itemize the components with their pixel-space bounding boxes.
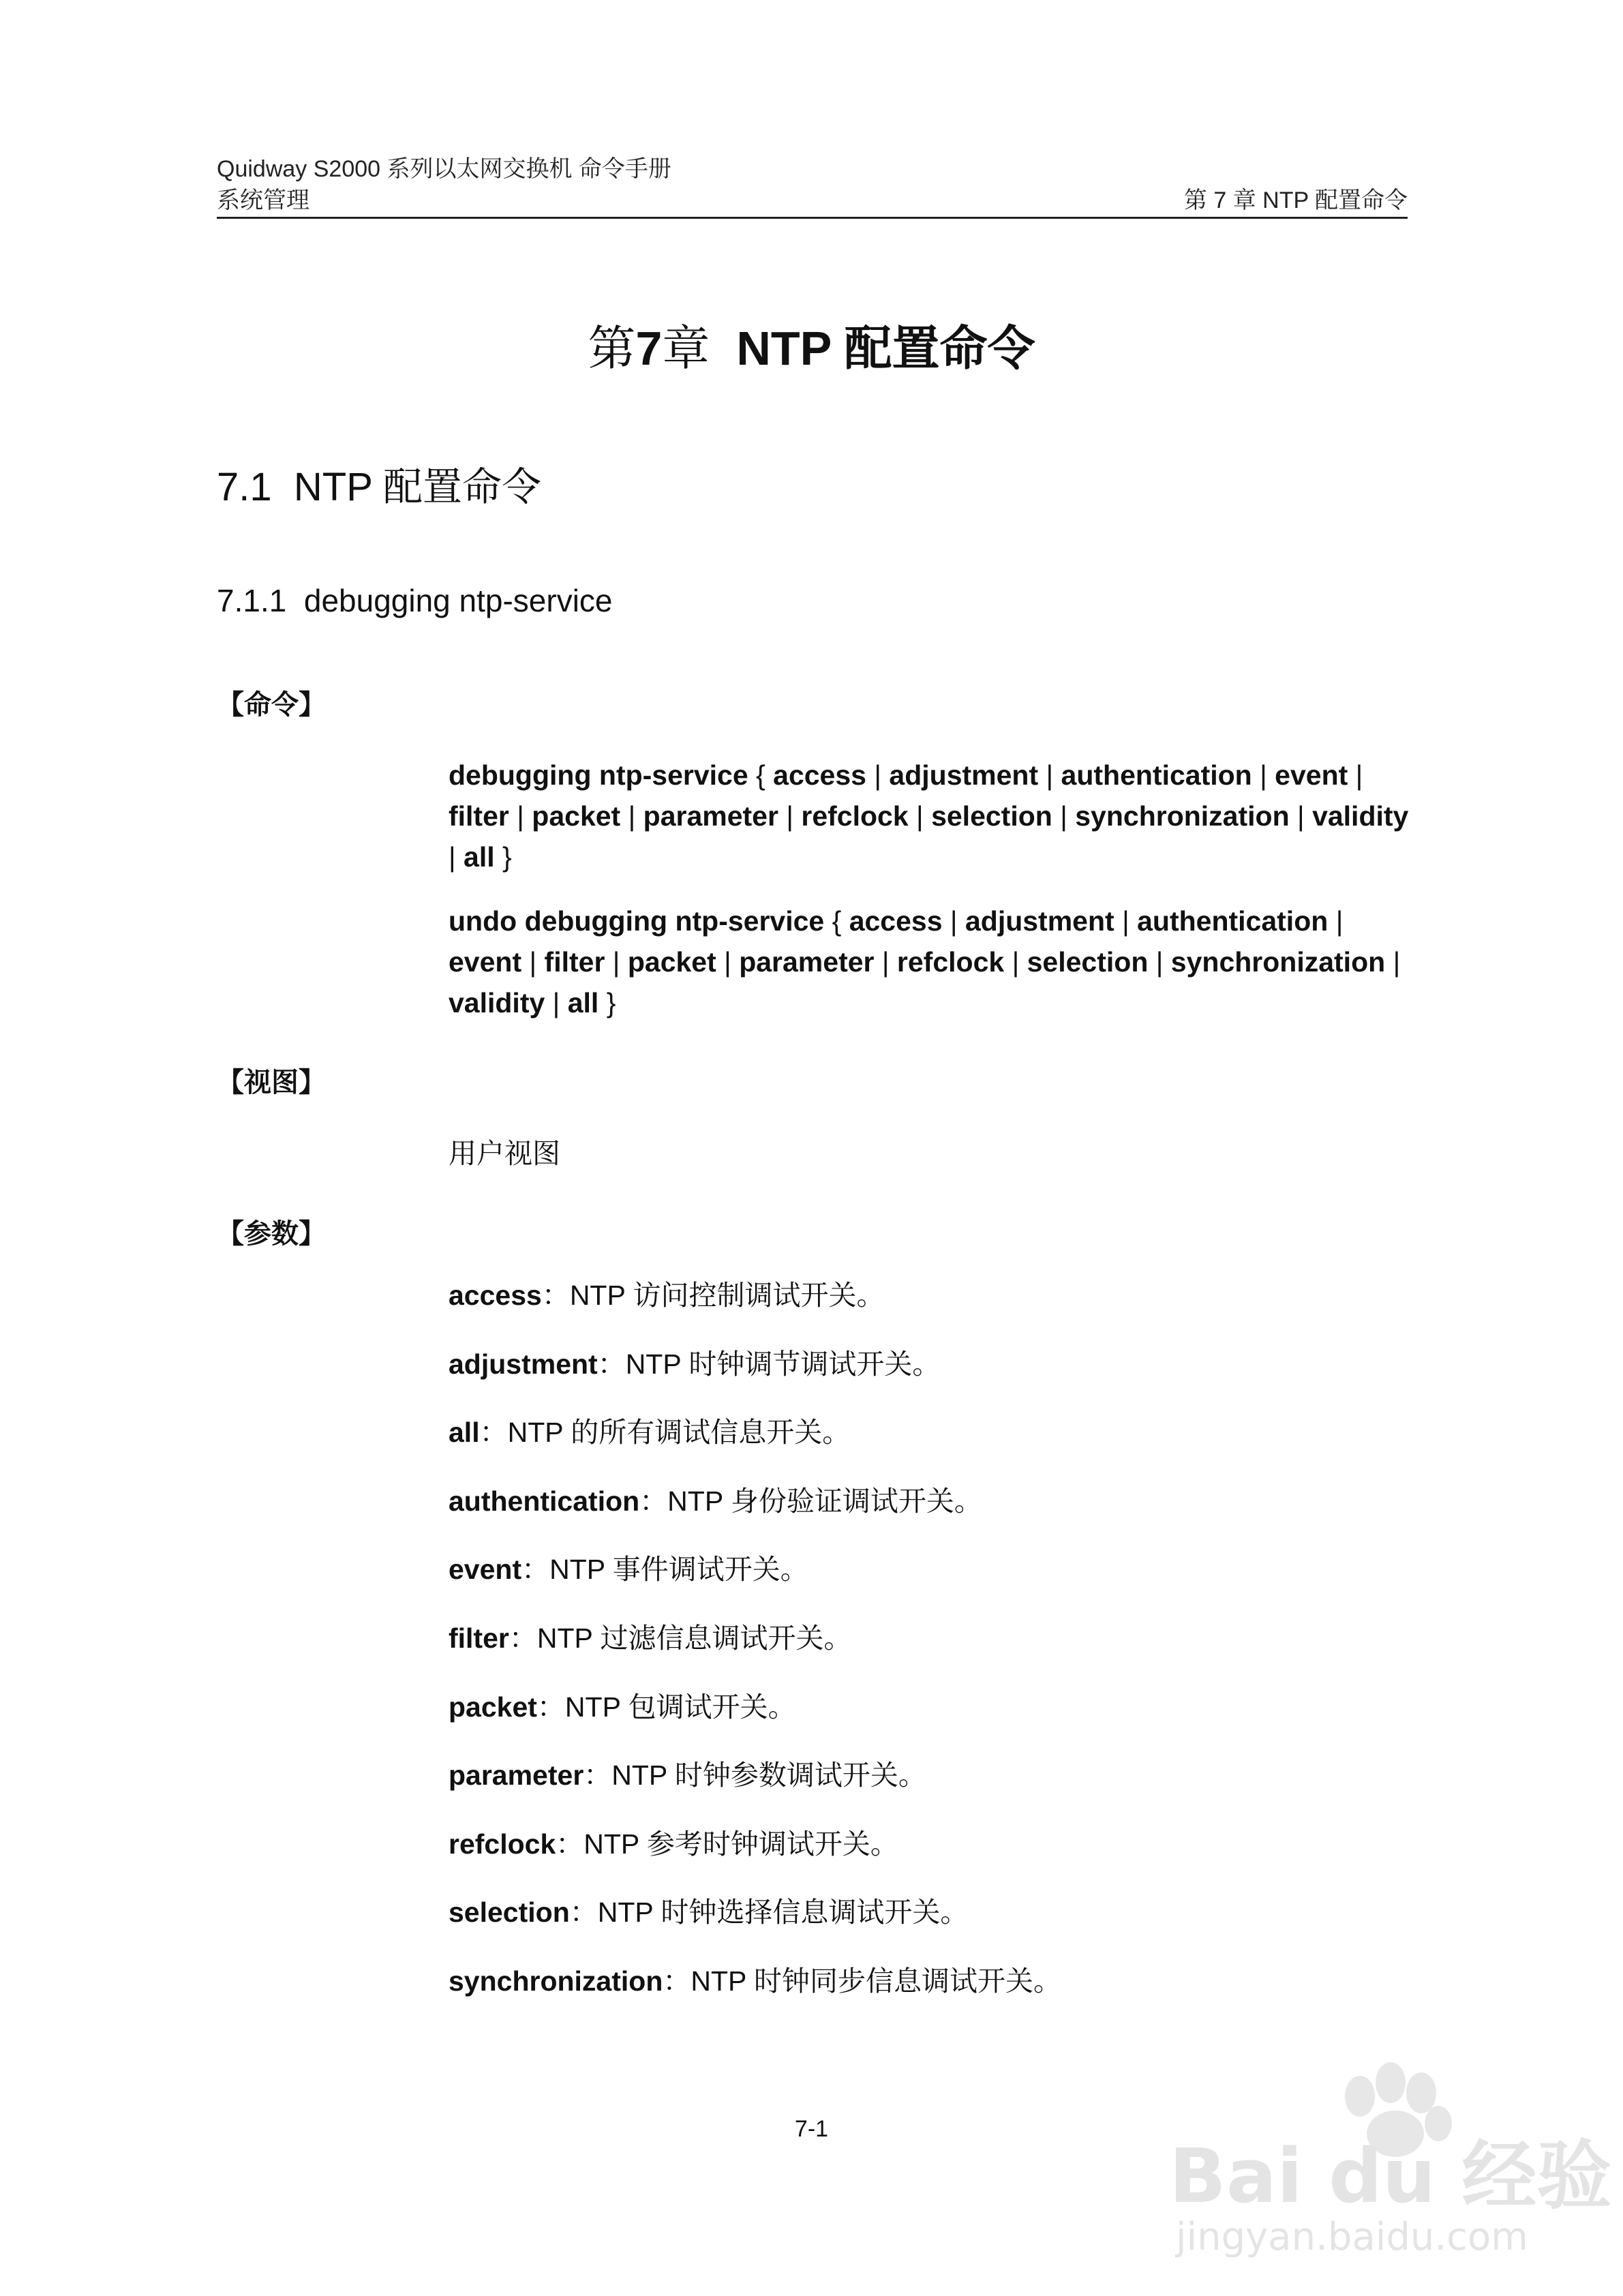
command-punct: | (605, 946, 628, 978)
command-keyword: refclock (896, 946, 1005, 978)
command-keyword: refclock (801, 800, 909, 832)
command-keyword: authentication (1061, 759, 1252, 791)
param-desc: ：NTP 参考时钟调试开关。 (556, 1828, 898, 1860)
command-keyword: selection (931, 800, 1052, 832)
command-keyword: access (849, 905, 943, 937)
param-name: synchronization (449, 1965, 663, 1997)
chapter-number: 7 (635, 322, 663, 375)
header-doc-title: Quidway S2000 系列以太网交换机 命令手册 (217, 156, 671, 182)
param-name: filter (449, 1622, 509, 1654)
param-item (449, 1895, 1061, 1964)
param-item (449, 1827, 1061, 1896)
command-punct: | (1289, 800, 1313, 832)
command-keyword: parameter (739, 946, 875, 978)
param-desc: ：NTP 事件调试开关。 (521, 1554, 808, 1586)
command-keyword: validity (449, 987, 545, 1018)
param-desc: ：NTP 的所有调试信息开关。 (479, 1417, 851, 1449)
header-rule (217, 217, 1408, 219)
subsection-number: 7.1.1 (217, 583, 287, 618)
header-chapter-name: 第 7 章 NTP 配置命令 (1183, 187, 1408, 213)
command-keyword: selection (1027, 946, 1149, 978)
baidu-watermark (1155, 2055, 1612, 2260)
watermark-brand: Bai du 经验 (1169, 2132, 1612, 2220)
param-name: event (449, 1554, 522, 1586)
command-punct: } (494, 841, 512, 873)
command-punct: | (620, 800, 643, 832)
param-desc: ：NTP 时钟参数调试开关。 (583, 1759, 926, 1792)
command-keyword: authentication (1137, 905, 1329, 937)
command-punct: | (1385, 946, 1401, 978)
param-name: parameter (449, 1759, 584, 1792)
command-punct: | (449, 841, 464, 873)
command-keyword: parameter (643, 800, 778, 832)
command-keyword: filter (449, 800, 509, 832)
command-punct: | (1052, 800, 1076, 832)
param-name: refclock (449, 1828, 556, 1860)
param-desc: ：NTP 时钟同步信息调试开关。 (663, 1965, 1062, 1997)
label-command: 【命令】 (217, 690, 326, 720)
command-keyword: packet (532, 800, 621, 832)
command-keyword: access (773, 759, 866, 791)
param-item (449, 1621, 1061, 1690)
param-desc: ：NTP 过滤信息调试开关。 (509, 1622, 852, 1654)
command-punct: | (1004, 946, 1027, 978)
command-syntax (449, 755, 1416, 877)
subsection-title: debugging ntp-service (303, 583, 613, 618)
param-item (449, 1415, 1061, 1484)
command-keyword: synchronization (1075, 800, 1290, 832)
command-keyword: undo debugging ntp-service (449, 905, 825, 937)
watermark-url: jingyan.baidu.com (1176, 2215, 1528, 2259)
param-list (449, 1278, 1061, 2033)
param-item (449, 1278, 1061, 1347)
command-keyword: event (1275, 759, 1348, 791)
subsection-heading (217, 581, 613, 620)
param-name: all (449, 1417, 480, 1449)
command-punct: } (598, 987, 616, 1018)
chapter-prefix: 第 (588, 322, 636, 375)
section-title: NTP 配置命令 (293, 465, 541, 509)
command-keyword: packet (627, 946, 716, 978)
param-desc: ：NTP 包调试开关。 (536, 1691, 796, 1723)
command-punct: | (1348, 759, 1363, 791)
param-name: selection (449, 1897, 570, 1929)
param-item (449, 1552, 1061, 1621)
command-punct: | (908, 800, 932, 832)
param-name: adjustment (449, 1348, 598, 1380)
view-text: 用户视图 (449, 1138, 560, 1169)
command-punct: | (778, 800, 802, 832)
param-desc: ：NTP 访问控制调试开关。 (541, 1280, 885, 1311)
chapter-suffix: 章 (662, 322, 710, 375)
param-name: packet (449, 1691, 537, 1723)
chapter-name: NTP 配置命令 (736, 322, 1035, 375)
page-number: 7-1 (794, 2116, 829, 2142)
command-keyword: event (449, 946, 522, 978)
param-desc: ：NTP 时钟选择信息调试开关。 (569, 1897, 969, 1929)
command-punct: | (509, 800, 532, 832)
label-view: 【视图】 (217, 1068, 326, 1098)
command-punct: | (545, 987, 568, 1018)
param-item (449, 1690, 1061, 1759)
command-keyword: adjustment (889, 759, 1039, 791)
command-punct: { (824, 905, 849, 937)
command-keyword: synchronization (1170, 946, 1386, 978)
command-keyword: filter (544, 946, 605, 978)
command-keyword: validity (1312, 800, 1409, 832)
command-punct: | (1114, 905, 1138, 937)
command-punct: | (521, 946, 545, 978)
command-keyword: debugging ntp-service (449, 759, 748, 791)
chapter-title (0, 318, 1623, 379)
command-punct: | (1252, 759, 1275, 791)
param-item (449, 1484, 1061, 1553)
command-keyword: all (464, 841, 495, 873)
section-number: 7.1 (217, 465, 272, 509)
command-punct: | (942, 905, 965, 937)
param-item (449, 1347, 1061, 1416)
param-desc: ：NTP 时钟调节调试开关。 (597, 1348, 941, 1380)
command-punct: | (1038, 759, 1061, 791)
label-params: 【参数】 (217, 1219, 326, 1249)
undo-command-syntax (449, 901, 1416, 1023)
param-name: authentication (449, 1485, 640, 1517)
command-keyword: adjustment (965, 905, 1114, 937)
param-item (449, 1758, 1061, 1827)
command-punct: { (748, 759, 774, 791)
param-name: access (449, 1280, 542, 1311)
command-punct: | (866, 759, 890, 791)
command-punct: | (1328, 905, 1344, 937)
command-punct: | (874, 946, 897, 978)
command-punct: | (716, 946, 740, 978)
param-item (449, 1964, 1061, 2033)
param-desc: ：NTP 身份验证调试开关。 (639, 1485, 982, 1517)
command-keyword: all (567, 987, 599, 1018)
header-section-name: 系统管理 (217, 187, 309, 213)
command-punct: | (1148, 946, 1171, 978)
section-heading (217, 464, 541, 511)
